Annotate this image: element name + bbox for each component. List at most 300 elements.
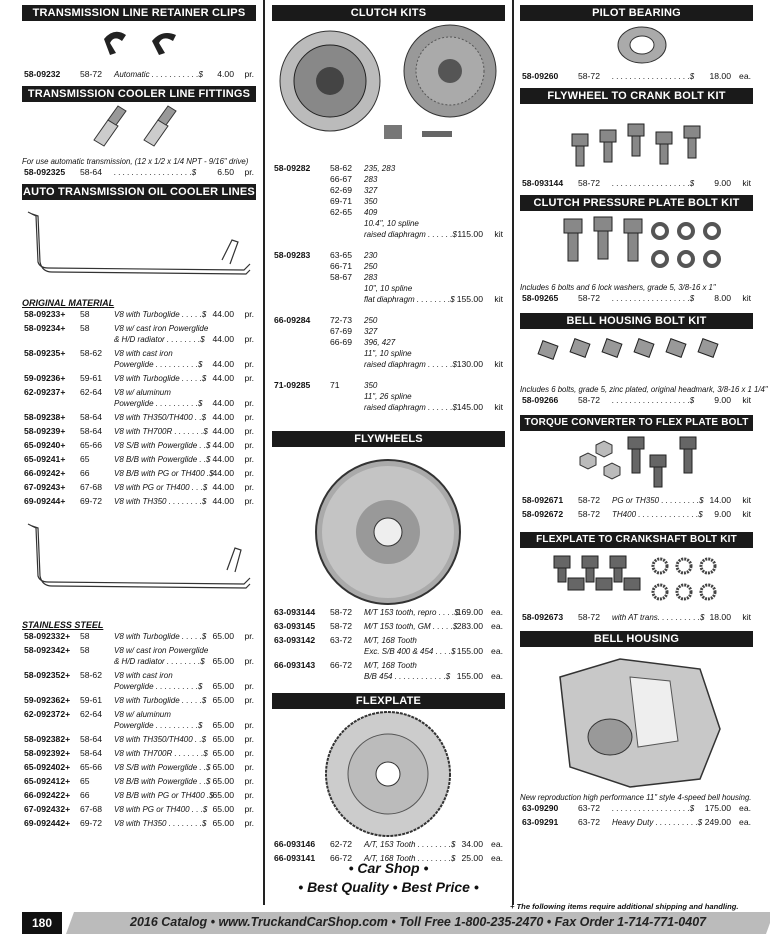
years: 58 <box>80 323 90 333</box>
clutch-kit-row <box>272 337 505 348</box>
unit: pr. <box>244 454 254 464</box>
catalog-row <box>22 709 256 720</box>
unit: pr. <box>244 804 254 814</box>
torque-converter-bolt-list <box>520 495 753 523</box>
engine: 396, 427 <box>364 338 396 347</box>
unit: kit <box>494 359 503 369</box>
column-divider-2 <box>512 0 514 905</box>
price: 65.00 <box>212 656 234 666</box>
promo-line-1: • Car Shop • <box>348 860 429 876</box>
description: V8 with PG or TH400 . . .$ <box>114 483 208 492</box>
catalog-row <box>22 748 256 759</box>
unit: pr. <box>244 762 254 772</box>
part-number: 63-09291 <box>522 817 559 827</box>
catalog-row <box>272 671 505 682</box>
catalog-row <box>272 660 505 671</box>
price: 44.00 <box>212 496 234 506</box>
row-gap <box>520 520 753 523</box>
catalog-row <box>22 454 256 465</box>
description: V8 with TH700R . . . . . . .$ <box>114 427 208 436</box>
part-number: 58-092392+ <box>24 748 71 758</box>
engine: 250 <box>364 262 378 271</box>
unit: pr. <box>244 309 254 319</box>
years: 67-68 <box>80 804 102 814</box>
engine: 230 <box>364 251 378 260</box>
clutch-kit-image <box>272 21 505 149</box>
price: 44.00 <box>212 309 234 319</box>
unit: ea. <box>491 621 503 631</box>
description: V8 w/ cast iron Powerglide <box>114 646 209 655</box>
years: 66-67 <box>330 174 352 184</box>
oil-cooler-header: AUTO TRANSMISSION OIL COOLER LINES <box>23 186 255 198</box>
clutch-kit-spec <box>272 218 505 229</box>
years: 58-64 <box>80 748 102 758</box>
catalog-row <box>520 509 753 520</box>
part-number: 58-09234+ <box>24 323 66 333</box>
stainless-steel-label: STAINLESS STEEL <box>22 620 104 630</box>
unit: pr. <box>244 482 254 492</box>
pressure-plate-bolt-row: 58-09265 58-72 . . . . . . . . . . . . . . . . . .$ 8.00 kit <box>522 293 751 303</box>
torque-converter-bolt-header: TORQUE CONVERTER TO FLEX PLATE BOLT <box>520 415 753 431</box>
spec: 10", 10 spline <box>364 284 413 293</box>
years: 65 <box>80 454 90 464</box>
part-number: 58-092672 <box>522 509 564 519</box>
clutch-kit-price-row <box>272 402 505 413</box>
part-number: 66-09242+ <box>24 468 66 478</box>
price: 44.00 <box>212 398 234 408</box>
price: 65.00 <box>212 818 234 828</box>
unit: ea. <box>739 803 751 813</box>
row-gap <box>520 828 753 831</box>
description: M/T, 168 Tooth <box>364 661 417 670</box>
description: M/T 153 tooth, GM . . . . .$ <box>364 622 458 631</box>
bolt-icon <box>520 548 753 612</box>
catalog-row <box>272 635 505 646</box>
flywheel-bolt-image <box>520 104 753 178</box>
catalog-row <box>520 817 753 828</box>
bearing-icon <box>520 21 753 71</box>
pilot-bearing-header: PILOT BEARING <box>520 5 753 21</box>
description: PG or TH350 . . . . . . . . .$ <box>612 496 704 505</box>
clutch-kit-price-row <box>272 229 505 240</box>
part-number: 58-092382+ <box>24 734 71 744</box>
years: 72-73 <box>330 315 352 325</box>
cooler-fittings-header: TRANSMISSION COOLER LINE FITTINGS <box>22 86 256 102</box>
part-number: 58-09282 <box>274 163 311 173</box>
price: 65.00 <box>212 695 234 705</box>
bolt-icon <box>520 211 753 283</box>
bell-housing-header: BELL HOUSING <box>520 631 753 647</box>
description: V8 w/ cast iron Powerglide <box>114 324 209 333</box>
years: 58-72 <box>578 509 600 519</box>
part-number: 71-09285 <box>274 380 311 390</box>
years: 62-64 <box>80 709 102 719</box>
price: 249.00 <box>704 817 731 827</box>
years: 66 <box>80 790 90 800</box>
clutch-kits-header: CLUTCH KITS <box>272 5 505 21</box>
flywheel-icon <box>272 447 505 607</box>
bolt-icon <box>520 431 753 495</box>
unit: pr. <box>244 776 254 786</box>
clutch-kit-row <box>272 196 505 207</box>
description: V8 with Turboglide . . . . .$ <box>114 632 207 641</box>
years: 63-72 <box>578 817 600 827</box>
flywheels-list <box>272 607 505 685</box>
unit: kit <box>742 509 751 519</box>
catalog-row <box>22 790 256 801</box>
description: V8 S/B with Powerglide . .$ <box>114 441 211 450</box>
oil-cooler-lines-image <box>22 200 256 298</box>
flexplate-bolt-image <box>520 548 753 612</box>
years: 58-62 <box>80 670 102 680</box>
unit: pr. <box>244 496 254 506</box>
clutch-kit-spec <box>272 283 505 294</box>
years: 62-69 <box>330 185 352 195</box>
years: 66-72 <box>330 853 352 863</box>
description: V8 with cast iron <box>114 671 173 680</box>
description: V8 with Turboglide . . . . .$ <box>114 374 207 383</box>
bolt-icon <box>520 104 753 178</box>
catalog-row <box>22 334 256 345</box>
years: 66-72 <box>330 660 352 670</box>
price: 65.00 <box>212 776 234 786</box>
bellhousing-bolt-row: 58-09266 58-72 . . . . . . . . . . . . . . . . . .$ 9.00 kit <box>522 395 751 405</box>
years: 58-64 <box>80 426 102 436</box>
years: 62-72 <box>330 839 352 849</box>
part-number: 58-09235+ <box>24 348 66 358</box>
catalog-row <box>272 607 505 618</box>
part-number: 66-092422+ <box>24 790 71 800</box>
part-number: 66-093143 <box>274 660 316 670</box>
part-number: 67-09243+ <box>24 482 66 492</box>
description: raised diaphragm . . . . . .$ <box>364 230 457 239</box>
years: 58 <box>80 645 90 655</box>
clutch-kit-icon <box>272 21 505 149</box>
part-number: 65-092412+ <box>24 776 71 786</box>
original-material-label: ORIGINAL MATERIAL <box>22 298 115 308</box>
part-number: 58-092342+ <box>24 645 71 655</box>
part-number: 66-09284 <box>274 315 311 325</box>
part-number: 63-093142 <box>274 635 316 645</box>
flexplate-bolt-header: FLEXPLATE TO CRANKSHAFT BOLT KIT <box>520 532 753 548</box>
description: V8 with Turboglide . . . . .$ <box>114 310 207 319</box>
part-number: 65-09240+ <box>24 440 66 450</box>
price: 65.00 <box>212 762 234 772</box>
part-number: 63-093145 <box>274 621 316 631</box>
cooler-line-icon <box>22 200 256 298</box>
years: 66-71 <box>330 261 352 271</box>
description: Powerglide . . . . . . . . . .$ <box>114 721 203 730</box>
unit: pr. <box>244 818 254 828</box>
price: 44.00 <box>212 468 234 478</box>
years: 66 <box>80 468 90 478</box>
years: 58-67 <box>330 272 352 282</box>
bell-housing-list <box>520 803 753 831</box>
catalog-row <box>22 440 256 451</box>
catalog-row <box>22 468 256 479</box>
part-number: 58-092352+ <box>24 670 71 680</box>
years: 58-72 <box>330 621 352 631</box>
clutch-kit-row <box>272 250 505 261</box>
catalog-row <box>22 734 256 745</box>
part-number: 66-093146 <box>274 839 316 849</box>
pilot-bearing-row: 58-09260 58-72 . . . . . . . . . . . . . . . . . .$ 18.00 ea. <box>522 71 751 81</box>
retainer-row: 58-09232 58-72 Automatic . . . . . . . . . . .$ 4.00 pr. <box>24 69 254 79</box>
years: 65-66 <box>80 762 102 772</box>
catalog-row <box>22 670 256 681</box>
clutch-kit-row <box>272 185 505 196</box>
catalog-row <box>22 359 256 370</box>
pilot-bearing-image <box>520 21 753 71</box>
years: 58-62 <box>330 163 352 173</box>
years: 58-64 <box>80 412 102 422</box>
price: 130.00 <box>456 359 483 369</box>
pressure-plate-bolt-image <box>520 211 753 283</box>
unit: pr. <box>244 790 254 800</box>
engine: 235, 283 <box>364 164 396 173</box>
unit: kit <box>742 495 751 505</box>
bolt-icon <box>520 329 753 385</box>
pressure-plate-bolt-note: Includes 6 bolts and 6 lock washers, grade 5, 3/8-16 x 1" <box>520 283 716 292</box>
bell-housing-note: New reproduction high performance 11" style 4-speed bell housing. <box>520 793 752 802</box>
row-gap <box>272 305 505 315</box>
unit: pr. <box>244 748 254 758</box>
catalog-row <box>22 656 256 667</box>
page-number: 180 <box>22 912 62 934</box>
years: 58-64 <box>80 734 102 744</box>
clutch-kit-row <box>272 380 505 391</box>
price: 65.00 <box>212 804 234 814</box>
clutch-kit-row <box>272 163 505 174</box>
description: V8 B/B with Powerglide . .$ <box>114 455 211 464</box>
years: 63-72 <box>578 803 600 813</box>
description: V8 S/B with Powerglide . .$ <box>114 763 211 772</box>
engine: 283 <box>364 175 378 184</box>
years: 67-68 <box>80 482 102 492</box>
years: 58-72 <box>330 607 352 617</box>
unit: pr. <box>244 440 254 450</box>
flywheel-bolt-header: FLYWHEEL TO CRANK BOLT KIT <box>520 88 753 104</box>
unit: kit <box>494 402 503 412</box>
row-gap <box>272 370 505 380</box>
price: 44.00 <box>212 454 234 464</box>
years: 69-71 <box>330 196 352 206</box>
years: 58-72 <box>578 495 600 505</box>
flexplate-header: FLEXPLATE <box>272 693 505 709</box>
cooler-fittings-note: For use automatic transmission, (12 x 1/2 x 1/4 NPT - 9/16" drive) <box>22 157 249 166</box>
description: V8 with cast iron <box>114 349 173 358</box>
price: 65.00 <box>212 631 234 641</box>
part-number: 66-093141 <box>274 853 316 863</box>
part-number: 59-092362+ <box>24 695 71 705</box>
unit: kit <box>494 229 503 239</box>
catalog-row <box>22 720 256 731</box>
column-middle <box>272 0 505 895</box>
years: 69-72 <box>80 496 102 506</box>
part-number: 58-092671 <box>522 495 564 505</box>
stainless-steel-list <box>22 631 256 832</box>
description: . . . . . . . . . . . . . . . . . .$ <box>612 804 695 813</box>
description: Exc. S/B 400 & 454 . . . .$ <box>364 647 456 656</box>
spec: 11", 26 spline <box>364 392 412 401</box>
unit: pr. <box>244 359 254 369</box>
bellhousing-bolt-header: BELL HOUSING BOLT KIT <box>520 313 753 329</box>
years: 58 <box>80 309 90 319</box>
years: 59-61 <box>80 695 102 705</box>
row-gap <box>272 240 505 250</box>
description: Powerglide . . . . . . . . . .$ <box>114 360 203 369</box>
clutch-kit-row <box>272 315 505 326</box>
years: 65 <box>80 776 90 786</box>
part-number: 63-093144 <box>274 607 316 617</box>
catalog-row <box>22 412 256 423</box>
retainer-clips-image <box>22 21 256 69</box>
unit: pr. <box>244 468 254 478</box>
catalog-row <box>22 762 256 773</box>
bell-housing-icon <box>520 647 753 793</box>
original-material-list <box>22 309 256 510</box>
description: V8 with PG or TH400 . . .$ <box>114 805 208 814</box>
description: V8 B/B with Powerglide . .$ <box>114 777 211 786</box>
price: 65.00 <box>212 748 234 758</box>
catalog-row <box>22 631 256 642</box>
price: 155.00 <box>456 294 483 304</box>
flexplate-bolt-row: 58-092673 58-72 with AT trans. . . . . . . . . .$ 18.00 kit <box>522 612 751 622</box>
row-gap <box>22 829 256 832</box>
catalog-row <box>22 398 256 409</box>
engine: 283 <box>364 273 378 282</box>
price: 44.00 <box>212 359 234 369</box>
description: V8 B/B with PG or TH400 .$ <box>114 469 214 478</box>
catalog-row <box>22 818 256 829</box>
description: Powerglide . . . . . . . . . .$ <box>114 399 203 408</box>
unit: ea. <box>491 671 503 681</box>
catalog-row <box>22 323 256 334</box>
description: V8 with TH350 . . . . . . . .$ <box>114 819 207 828</box>
part-number: 58-092332+ <box>24 631 71 641</box>
engine: 250 <box>364 316 378 325</box>
description: V8 w/ aluminum <box>114 388 171 397</box>
part-number: 62-09237+ <box>24 387 66 397</box>
fitting-icon <box>22 102 256 157</box>
flywheel-image <box>272 447 505 607</box>
price: 44.00 <box>212 334 234 344</box>
part-number: 59-09236+ <box>24 373 66 383</box>
catalog-row <box>272 646 505 657</box>
clutch-kit-row <box>272 326 505 337</box>
price: 44.00 <box>212 412 234 422</box>
spec: 10.4", 10 spline <box>364 219 419 228</box>
description: V8 w/ aluminum <box>114 710 171 719</box>
catalog-row <box>22 482 256 493</box>
flexplate-image <box>272 709 505 839</box>
description: V8 with TH350 . . . . . . . .$ <box>114 497 207 506</box>
description: V8 with TH700R . . . . . . .$ <box>114 749 208 758</box>
years: 65-66 <box>80 440 102 450</box>
clutch-kit-spec <box>272 391 505 402</box>
bell-housing-image <box>520 647 753 793</box>
price: 65.00 <box>212 734 234 744</box>
years: 67-69 <box>330 326 352 336</box>
description: M/T, 168 Tooth <box>364 636 417 645</box>
unit: ea. <box>739 817 751 827</box>
catalog-row <box>22 804 256 815</box>
years: 63-65 <box>330 250 352 260</box>
years: 59-61 <box>80 373 102 383</box>
catalog-row <box>22 496 256 507</box>
price: 9.00 <box>714 509 731 519</box>
description: & H/D radiator . . . . . . . .$ <box>114 657 205 666</box>
description: Heavy Duty . . . . . . . . . .$ <box>612 818 703 827</box>
flywheels-header: FLYWHEELS <box>272 431 505 447</box>
unit: pr. <box>244 681 254 691</box>
price: 34.00 <box>461 839 483 849</box>
column-left <box>22 0 256 832</box>
retainer-clips-header: TRANSMISSION LINE RETAINER CLIPS <box>22 5 256 21</box>
clutch-kit-price-row <box>272 294 505 305</box>
part-number: 58-09239+ <box>24 426 66 436</box>
part-number: 67-092432+ <box>24 804 71 814</box>
price: 169.00 <box>456 607 483 617</box>
cooler-fittings-image <box>22 102 256 157</box>
years: 71 <box>330 380 340 390</box>
price: 145.00 <box>456 402 483 412</box>
price: 155.00 <box>456 671 483 681</box>
description: A/T, 168 Tooth . . . . . . . .$ <box>364 854 456 863</box>
description: & H/D radiator . . . . . . . .$ <box>114 335 205 344</box>
clutch-kit-spec <box>272 348 505 359</box>
unit: pr. <box>244 334 254 344</box>
unit: ea. <box>491 839 503 849</box>
description: Powerglide . . . . . . . . . .$ <box>114 682 203 691</box>
bellhousing-bolt-note: Includes 6 bolts, grade 5, zinc plated, original headmark, 3/8-16 x 1 1/4" <box>520 385 768 394</box>
part-number: 58-09238+ <box>24 412 66 422</box>
footer-contact: 2016 Catalog • www.TruckandCarShop.com • Toll Free 1-800-235-2470 • Fax Order 1-714-771-0407 <box>130 915 707 929</box>
years: 62-64 <box>80 387 102 397</box>
unit: ea. <box>491 853 503 863</box>
part-number: 65-09241+ <box>24 454 66 464</box>
retainer-clip-icon <box>22 21 256 69</box>
row-gap <box>272 413 505 423</box>
price: 175.00 <box>704 803 731 813</box>
engine: 350 <box>364 197 378 206</box>
clutch-kits-list <box>272 163 505 423</box>
shipping-note: + The following items require additional shipping and handling. <box>510 902 739 911</box>
price: 14.00 <box>709 495 731 505</box>
description: V8 B/B with PG or TH400 .$ <box>114 791 214 800</box>
price: 65.00 <box>212 681 234 691</box>
price: 65.00 <box>212 720 234 730</box>
flywheel-bolt-row: 58-093144 58-72 . . . . . . . . . . . . . . . . . .$ 9.00 kit <box>522 178 751 188</box>
price: 44.00 <box>212 482 234 492</box>
clutch-kit-price-row <box>272 359 505 370</box>
catalog-row <box>272 621 505 632</box>
years: 69-72 <box>80 818 102 828</box>
description: V8 with TH350/TH400 . .$ <box>114 735 207 744</box>
flexplate-icon <box>272 709 505 839</box>
clutch-kit-row <box>272 174 505 185</box>
price: 44.00 <box>212 426 234 436</box>
price: 283.00 <box>456 621 483 631</box>
years: 58-62 <box>80 348 102 358</box>
bellhousing-bolt-image <box>520 329 753 385</box>
engine: 409 <box>364 208 378 217</box>
unit: ea. <box>491 646 503 656</box>
clutch-kit-row <box>272 261 505 272</box>
catalog-row <box>22 776 256 787</box>
stainless-lines-image <box>22 510 256 620</box>
promo-line-2: • Best Quality • Best Price • <box>298 879 479 895</box>
